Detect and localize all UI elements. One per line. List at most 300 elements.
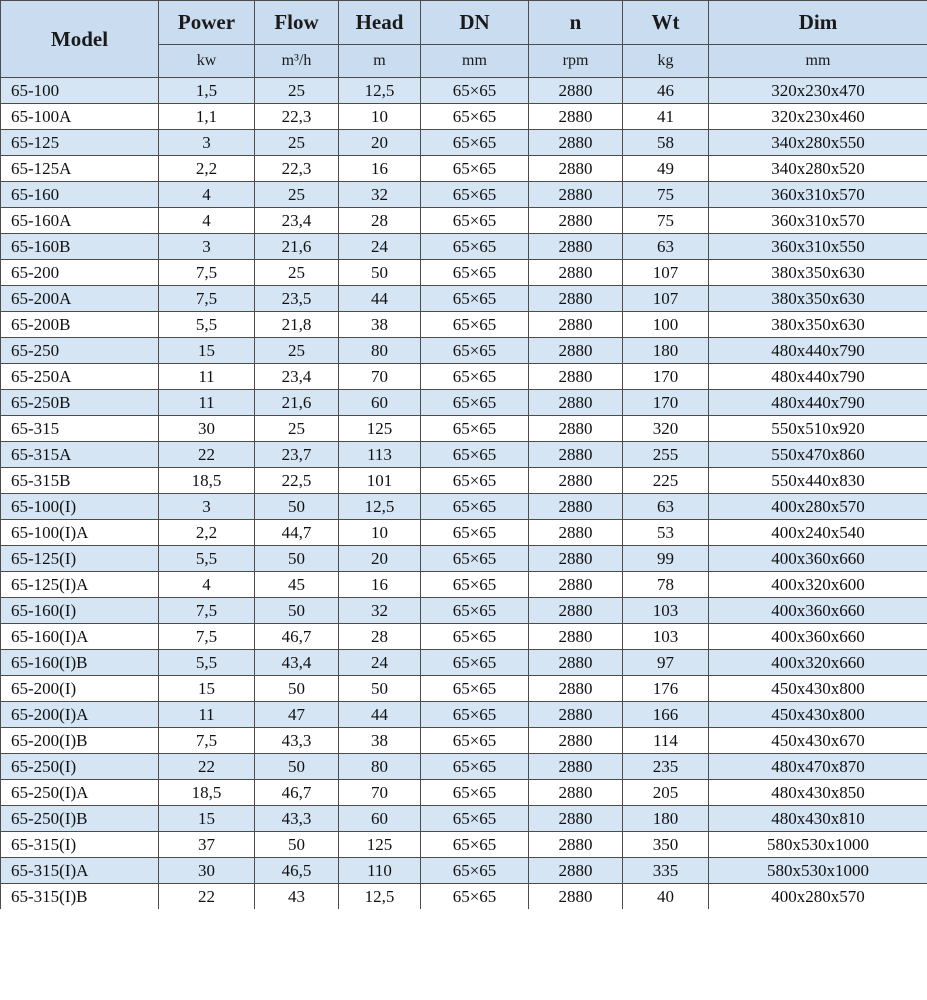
cell-value: 43,3: [255, 728, 339, 754]
table-row: [1, 130, 927, 156]
cell-value: 70: [339, 364, 421, 390]
cell-value: 107: [623, 260, 709, 286]
cell-value: 21,6: [255, 390, 339, 416]
cell-value: 110: [339, 858, 421, 884]
cell-value: 2880: [529, 442, 623, 468]
table-row: [1, 416, 927, 442]
cell-value: 2880: [529, 130, 623, 156]
cell-value: 38: [339, 312, 421, 338]
cell-value: 50: [255, 754, 339, 780]
cell-value: 11: [159, 390, 255, 416]
cell-value: 24: [339, 234, 421, 260]
cell-value: 205: [623, 780, 709, 806]
cell-value: 23,5: [255, 286, 339, 312]
cell-value: 176: [623, 676, 709, 702]
cell-value: 22: [159, 442, 255, 468]
table-row: [1, 624, 927, 650]
cell-value: 49: [623, 156, 709, 182]
cell-value: 3: [159, 494, 255, 520]
cell-value: 40: [623, 884, 709, 910]
cell-value: 25: [255, 338, 339, 364]
column-header-model: Model: [1, 1, 159, 78]
unit-dim: mm: [709, 45, 927, 78]
cell-value: 65×65: [421, 598, 529, 624]
cell-value: 25: [255, 182, 339, 208]
cell-value: 30: [159, 416, 255, 442]
cell-model: 65-315A: [1, 442, 159, 468]
cell-value: 2880: [529, 416, 623, 442]
cell-value: 65×65: [421, 624, 529, 650]
table-row: [1, 494, 927, 520]
table-body: [1, 78, 927, 910]
cell-value: 2880: [529, 338, 623, 364]
cell-value: 50: [339, 676, 421, 702]
table-row: [1, 260, 927, 286]
cell-value: 12,5: [339, 494, 421, 520]
column-header-power: Power: [159, 1, 255, 45]
cell-value: 170: [623, 364, 709, 390]
cell-value: 22: [159, 884, 255, 910]
column-header-head: Head: [339, 1, 421, 45]
cell-value: 65×65: [421, 208, 529, 234]
table-header: [1, 1, 927, 78]
cell-value: 480x440x790: [709, 364, 927, 390]
cell-value: 12,5: [339, 884, 421, 910]
cell-value: 65×65: [421, 806, 529, 832]
cell-value: 32: [339, 598, 421, 624]
cell-value: 2880: [529, 156, 623, 182]
table-row: [1, 754, 927, 780]
cell-value: 100: [623, 312, 709, 338]
cell-value: 65×65: [421, 260, 529, 286]
cell-value: 15: [159, 338, 255, 364]
unit-dn: mm: [421, 45, 529, 78]
cell-value: 2880: [529, 884, 623, 910]
cell-value: 2880: [529, 182, 623, 208]
cell-value: 16: [339, 572, 421, 598]
cell-value: 2880: [529, 806, 623, 832]
cell-value: 2,2: [159, 520, 255, 546]
cell-value: 65×65: [421, 650, 529, 676]
table-row: [1, 676, 927, 702]
table-row: [1, 546, 927, 572]
cell-model: 65-315(I)A: [1, 858, 159, 884]
cell-value: 400x320x660: [709, 650, 927, 676]
cell-value: 2880: [529, 858, 623, 884]
cell-value: 78: [623, 572, 709, 598]
cell-value: 80: [339, 338, 421, 364]
cell-model: 65-160(I): [1, 598, 159, 624]
cell-value: 400x360x660: [709, 598, 927, 624]
cell-value: 400x360x660: [709, 624, 927, 650]
cell-value: 38: [339, 728, 421, 754]
cell-value: 97: [623, 650, 709, 676]
cell-value: 20: [339, 546, 421, 572]
cell-value: 65×65: [421, 104, 529, 130]
cell-model: 65-200A: [1, 286, 159, 312]
cell-value: 43,3: [255, 806, 339, 832]
cell-value: 50: [255, 832, 339, 858]
table-row: [1, 832, 927, 858]
cell-value: 360x310x550: [709, 234, 927, 260]
cell-model: 65-250: [1, 338, 159, 364]
cell-value: 25: [255, 78, 339, 104]
cell-value: 65×65: [421, 364, 529, 390]
cell-value: 5,5: [159, 546, 255, 572]
cell-value: 65×65: [421, 676, 529, 702]
cell-value: 65×65: [421, 780, 529, 806]
cell-value: 450x430x800: [709, 676, 927, 702]
table-row: [1, 286, 927, 312]
cell-model: 65-200: [1, 260, 159, 286]
cell-value: 44,7: [255, 520, 339, 546]
cell-model: 65-100: [1, 78, 159, 104]
cell-value: 10: [339, 520, 421, 546]
cell-value: 22,5: [255, 468, 339, 494]
cell-value: 4: [159, 208, 255, 234]
cell-value: 2880: [529, 650, 623, 676]
cell-value: 225: [623, 468, 709, 494]
cell-value: 7,5: [159, 624, 255, 650]
cell-value: 103: [623, 598, 709, 624]
cell-model: 65-200(I)B: [1, 728, 159, 754]
cell-value: 2880: [529, 676, 623, 702]
cell-value: 11: [159, 364, 255, 390]
cell-value: 340x280x550: [709, 130, 927, 156]
cell-value: 320x230x470: [709, 78, 927, 104]
cell-value: 2880: [529, 702, 623, 728]
cell-value: 65×65: [421, 78, 529, 104]
cell-value: 2880: [529, 364, 623, 390]
cell-value: 380x350x630: [709, 260, 927, 286]
cell-value: 99: [623, 546, 709, 572]
cell-value: 3: [159, 234, 255, 260]
cell-value: 60: [339, 806, 421, 832]
cell-value: 65×65: [421, 156, 529, 182]
cell-value: 30: [159, 858, 255, 884]
unit-n: rpm: [529, 45, 623, 78]
cell-value: 3: [159, 130, 255, 156]
cell-value: 28: [339, 208, 421, 234]
cell-value: 400x320x600: [709, 572, 927, 598]
cell-value: 37: [159, 832, 255, 858]
cell-value: 255: [623, 442, 709, 468]
cell-value: 25: [255, 260, 339, 286]
cell-value: 75: [623, 182, 709, 208]
cell-value: 60: [339, 390, 421, 416]
cell-value: 46,7: [255, 780, 339, 806]
cell-value: 24: [339, 650, 421, 676]
cell-value: 32: [339, 182, 421, 208]
cell-value: 480x440x790: [709, 390, 927, 416]
cell-value: 2880: [529, 104, 623, 130]
cell-value: 2880: [529, 572, 623, 598]
cell-value: 580x530x1000: [709, 858, 927, 884]
cell-value: 400x240x540: [709, 520, 927, 546]
unit-head: m: [339, 45, 421, 78]
cell-value: 5,5: [159, 650, 255, 676]
cell-value: 65×65: [421, 520, 529, 546]
cell-value: 107: [623, 286, 709, 312]
table-row: [1, 364, 927, 390]
table-row: [1, 208, 927, 234]
cell-value: 2880: [529, 468, 623, 494]
cell-value: 7,5: [159, 286, 255, 312]
cell-value: 70: [339, 780, 421, 806]
cell-model: 65-160A: [1, 208, 159, 234]
cell-value: 65×65: [421, 182, 529, 208]
table-row: [1, 858, 927, 884]
cell-value: 7,5: [159, 260, 255, 286]
cell-value: 320x230x460: [709, 104, 927, 130]
table-row: [1, 442, 927, 468]
cell-value: 350: [623, 832, 709, 858]
cell-model: 65-160: [1, 182, 159, 208]
cell-value: 80: [339, 754, 421, 780]
cell-model: 65-315(I): [1, 832, 159, 858]
table-row: [1, 572, 927, 598]
cell-value: 25: [255, 416, 339, 442]
unit-wt: kg: [623, 45, 709, 78]
cell-model: 65-250B: [1, 390, 159, 416]
cell-value: 400x280x570: [709, 494, 927, 520]
cell-value: 360x310x570: [709, 182, 927, 208]
table-row: [1, 312, 927, 338]
cell-value: 50: [255, 676, 339, 702]
cell-value: 65×65: [421, 572, 529, 598]
table-row: [1, 650, 927, 676]
cell-value: 45: [255, 572, 339, 598]
cell-value: 22,3: [255, 104, 339, 130]
header-row-groups: [1, 1, 927, 45]
cell-value: 43: [255, 884, 339, 910]
table-row: [1, 806, 927, 832]
cell-value: 65×65: [421, 416, 529, 442]
table-row: [1, 728, 927, 754]
cell-value: 23,7: [255, 442, 339, 468]
cell-value: 22: [159, 754, 255, 780]
cell-value: 380x350x630: [709, 286, 927, 312]
cell-value: 320: [623, 416, 709, 442]
cell-value: 2880: [529, 754, 623, 780]
cell-value: 65×65: [421, 702, 529, 728]
cell-value: 23,4: [255, 208, 339, 234]
cell-value: 65×65: [421, 468, 529, 494]
cell-value: 2880: [529, 234, 623, 260]
unit-flow: m³/h: [255, 45, 339, 78]
cell-model: 65-125(I): [1, 546, 159, 572]
cell-value: 340x280x520: [709, 156, 927, 182]
cell-model: 65-160(I)B: [1, 650, 159, 676]
cell-value: 12,5: [339, 78, 421, 104]
cell-model: 65-160B: [1, 234, 159, 260]
cell-value: 2880: [529, 260, 623, 286]
table-row: [1, 338, 927, 364]
cell-value: 16: [339, 156, 421, 182]
cell-value: 113: [339, 442, 421, 468]
column-header-n: n: [529, 1, 623, 45]
cell-value: 2880: [529, 624, 623, 650]
table-row: [1, 702, 927, 728]
cell-value: 480x470x870: [709, 754, 927, 780]
cell-value: 335: [623, 858, 709, 884]
table-row: [1, 468, 927, 494]
cell-value: 7,5: [159, 728, 255, 754]
cell-model: 65-125A: [1, 156, 159, 182]
cell-value: 65×65: [421, 858, 529, 884]
unit-power: kw: [159, 45, 255, 78]
cell-value: 53: [623, 520, 709, 546]
cell-value: 65×65: [421, 884, 529, 910]
cell-value: 2880: [529, 312, 623, 338]
cell-value: 50: [255, 546, 339, 572]
cell-value: 180: [623, 806, 709, 832]
cell-model: 65-250(I)B: [1, 806, 159, 832]
cell-value: 23,4: [255, 364, 339, 390]
table-row: [1, 598, 927, 624]
cell-value: 103: [623, 624, 709, 650]
cell-value: 44: [339, 286, 421, 312]
table-row: [1, 156, 927, 182]
cell-value: 50: [339, 260, 421, 286]
cell-value: 65×65: [421, 832, 529, 858]
table-row: [1, 234, 927, 260]
cell-model: 65-125(I)A: [1, 572, 159, 598]
cell-value: 1,5: [159, 78, 255, 104]
cell-value: 15: [159, 676, 255, 702]
cell-value: 550x510x920: [709, 416, 927, 442]
cell-value: 65×65: [421, 728, 529, 754]
cell-value: 550x440x830: [709, 468, 927, 494]
cell-value: 480x430x850: [709, 780, 927, 806]
cell-value: 4: [159, 182, 255, 208]
cell-value: 2880: [529, 78, 623, 104]
cell-value: 75: [623, 208, 709, 234]
cell-model: 65-315(I)B: [1, 884, 159, 910]
cell-value: 20: [339, 130, 421, 156]
cell-value: 400x280x570: [709, 884, 927, 910]
cell-value: 380x350x630: [709, 312, 927, 338]
cell-value: 170: [623, 390, 709, 416]
cell-value: 2880: [529, 832, 623, 858]
cell-model: 65-250(I): [1, 754, 159, 780]
cell-value: 18,5: [159, 468, 255, 494]
cell-value: 65×65: [421, 494, 529, 520]
cell-value: 63: [623, 494, 709, 520]
cell-value: 21,6: [255, 234, 339, 260]
cell-model: 65-250A: [1, 364, 159, 390]
cell-value: 10: [339, 104, 421, 130]
cell-value: 2880: [529, 286, 623, 312]
cell-value: 2880: [529, 520, 623, 546]
cell-value: 180: [623, 338, 709, 364]
cell-value: 65×65: [421, 338, 529, 364]
column-header-flow: Flow: [255, 1, 339, 45]
cell-value: 550x470x860: [709, 442, 927, 468]
table-row: [1, 104, 927, 130]
cell-value: 44: [339, 702, 421, 728]
cell-value: 11: [159, 702, 255, 728]
cell-value: 125: [339, 416, 421, 442]
cell-value: 65×65: [421, 442, 529, 468]
table-row: [1, 390, 927, 416]
cell-model: 65-200(I): [1, 676, 159, 702]
cell-value: 450x430x800: [709, 702, 927, 728]
cell-value: 65×65: [421, 234, 529, 260]
cell-value: 50: [255, 494, 339, 520]
table-row: [1, 182, 927, 208]
cell-value: 25: [255, 130, 339, 156]
cell-model: 65-125: [1, 130, 159, 156]
cell-value: 41: [623, 104, 709, 130]
cell-value: 65×65: [421, 390, 529, 416]
cell-value: 400x360x660: [709, 546, 927, 572]
cell-value: 166: [623, 702, 709, 728]
cell-value: 2880: [529, 494, 623, 520]
cell-value: 58: [623, 130, 709, 156]
cell-model: 65-100A: [1, 104, 159, 130]
cell-value: 47: [255, 702, 339, 728]
column-header-wt: Wt: [623, 1, 709, 45]
cell-value: 21,8: [255, 312, 339, 338]
cell-value: 15: [159, 806, 255, 832]
cell-value: 480x440x790: [709, 338, 927, 364]
cell-value: 46,5: [255, 858, 339, 884]
cell-value: 2880: [529, 546, 623, 572]
cell-value: 2880: [529, 208, 623, 234]
cell-value: 125: [339, 832, 421, 858]
cell-value: 28: [339, 624, 421, 650]
column-header-dim: Dim: [709, 1, 927, 45]
cell-value: 43,4: [255, 650, 339, 676]
cell-value: 2880: [529, 780, 623, 806]
table-row: [1, 520, 927, 546]
cell-value: 65×65: [421, 546, 529, 572]
cell-value: 480x430x810: [709, 806, 927, 832]
cell-value: 50: [255, 598, 339, 624]
cell-value: 2880: [529, 390, 623, 416]
cell-value: 4: [159, 572, 255, 598]
cell-value: 1,1: [159, 104, 255, 130]
cell-value: 65×65: [421, 286, 529, 312]
cell-value: 5,5: [159, 312, 255, 338]
cell-model: 65-200B: [1, 312, 159, 338]
cell-value: 450x430x670: [709, 728, 927, 754]
cell-value: 114: [623, 728, 709, 754]
cell-value: 22,3: [255, 156, 339, 182]
cell-value: 46,7: [255, 624, 339, 650]
cell-value: 18,5: [159, 780, 255, 806]
cell-model: 65-315: [1, 416, 159, 442]
table-row: [1, 884, 927, 910]
cell-value: 2880: [529, 598, 623, 624]
table-row: [1, 78, 927, 104]
cell-value: 7,5: [159, 598, 255, 624]
cell-value: 2880: [529, 728, 623, 754]
cell-value: 580x530x1000: [709, 832, 927, 858]
cell-model: 65-160(I)A: [1, 624, 159, 650]
cell-value: 65×65: [421, 754, 529, 780]
cell-value: 63: [623, 234, 709, 260]
cell-value: 2,2: [159, 156, 255, 182]
cell-value: 101: [339, 468, 421, 494]
cell-model: 65-200(I)A: [1, 702, 159, 728]
table-row: [1, 780, 927, 806]
cell-model: 65-100(I): [1, 494, 159, 520]
cell-model: 65-250(I)A: [1, 780, 159, 806]
column-header-dn: DN: [421, 1, 529, 45]
cell-value: 65×65: [421, 312, 529, 338]
